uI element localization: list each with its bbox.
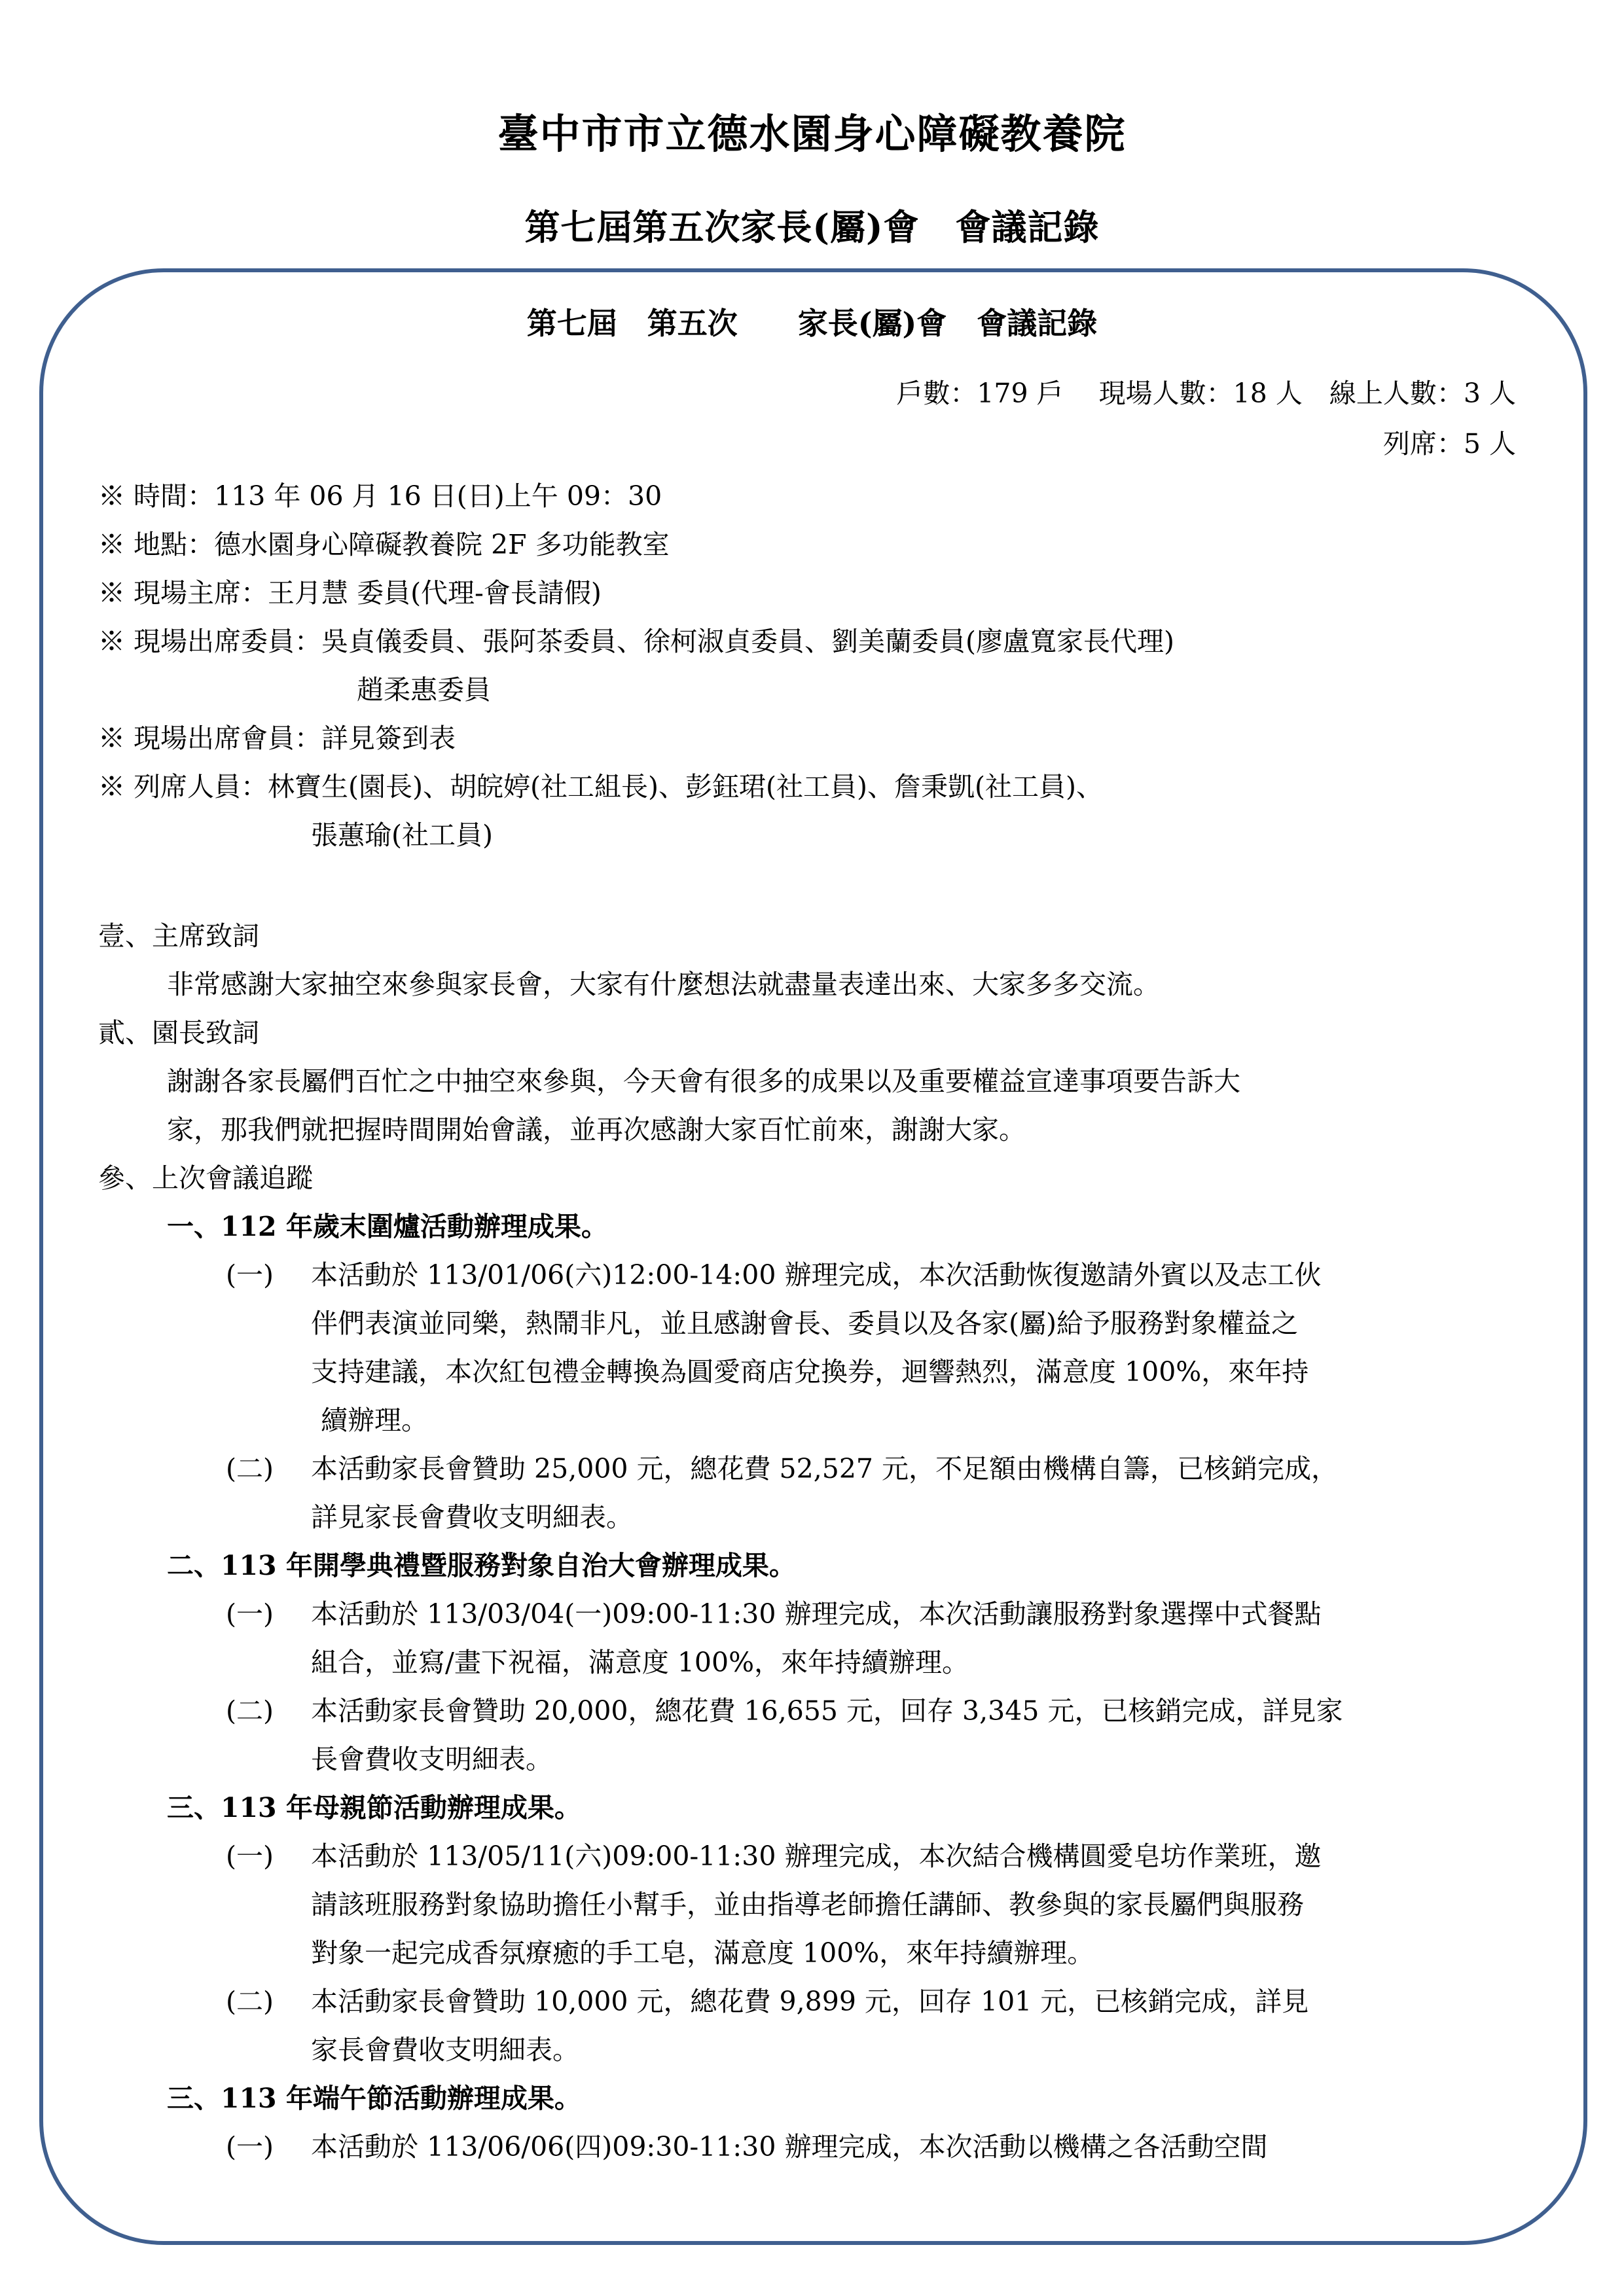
item-2-a-text: 本活動於 113/03/04(一)09:00-11:30 辦理完成，本次活動讓服務對象選擇中式餐點 [311,1598,1322,1630]
item-1-b-text-2: 詳見家長會費收支明細表。 [311,1501,633,1533]
item-1-a-label: (一) [226,1259,274,1291]
item-3-b-text-2: 家長會費收支明細表。 [311,2034,579,2066]
item-2-b-label: (二) [226,1695,274,1727]
section-3-heading: 參、上次會議追蹤 [98,1162,313,1194]
item-3-b-label: (二) [226,1986,274,2017]
item-3-a-label: (一) [226,1840,274,1872]
item-3-title: 三、113 年母親節活動辦理成果。 [167,1792,581,1823]
meeting-place: ※ 地點：德水園身心障礙教養院 2F 多功能教室 [98,529,670,560]
item-1-a-text: 本活動於 113/01/06(六)12:00-14:00 辦理完成，本次活動恢復邀請外賓以及志工伙 [311,1259,1322,1291]
section-2-text: 謝謝各家長屬們百忙之中抽空來參與，今天會有很多的成果以及重要權益宣達事項要告訴大 [167,1066,1240,1097]
item-4-a-text: 本活動於 113/06/06(四)09:30-11:30 辦理完成，本次活動以機構之各活動空間 [311,2131,1268,2162]
committee-members: ※ 現場出席委員：吳貞儀委員、張阿茶委員、徐柯淑貞委員、劉美蘭委員(廖盧寬家長代理) [98,626,1175,657]
document-subtitle: 第七屆第五次家長(屬)會 會議記錄 [524,206,1100,248]
item-2-a-label: (一) [226,1598,274,1630]
section-1-heading: 壹、主席致詞 [98,920,259,952]
item-3-a-text-3: 對象一起完成香氛療癒的手工皂，滿意度 100%，來年持續辦理。 [311,1937,1094,1969]
attendees: ※ 列席人員：林寶生(園長)、胡皖婷(社工組長)、彭鈺珺(社工員)、詹秉凱(社工員)、 [98,771,1103,802]
item-1-a-text-3: 支持建議，本次紅包禮金轉換為圓愛商店兌換券，迴響熱烈，滿意度 100%，來年持 [311,1356,1309,1388]
item-4-title: 三、113 年端午節活動辦理成果。 [167,2083,581,2114]
section-2-heading: 貳、園長致詞 [98,1017,259,1049]
attendance-counts: 戶數：179 戶 現場人數：18 人 線上人數：3 人 [896,378,1516,409]
item-4-a-label: (一) [226,2131,274,2162]
attending-members: ※ 現場出席會員：詳見簽到表 [98,723,456,754]
item-1-b-text: 本活動家長會贊助 25,000 元，總花費 52,527 元，不足額由機構自籌，已核銷完成， [311,1453,1339,1484]
committee-members-cont: 趙柔惠委員 [357,674,491,706]
attendees-cont: 張蕙瑜(社工員) [311,819,493,851]
item-1-a-text-4: 續辦理。 [321,1405,428,1436]
meeting-chair: ※ 現場主席：王月慧 委員(代理-會長請假) [98,577,602,609]
box-title: 第七屆 第五次 家長(屬)會 會議記錄 [526,306,1098,341]
section-1-text: 非常感謝大家抽空來參與家長會，大家有什麼想法就盡量表達出來、大家多多交流。 [167,969,1160,1000]
item-1-title: 一、112 年歲末圍爐活動辦理成果。 [167,1211,608,1242]
item-2-a-text-2: 組合，並寫/畫下祝福，滿意度 100%，來年持續辦理。 [311,1647,969,1678]
item-3-b-text: 本活動家長會贊助 10,000 元，總花費 9,899 元，回存 101 元，已核銷完成，詳見 [311,1986,1309,2017]
item-2-b-text: 本活動家長會贊助 20,000，總花費 16,655 元，回存 3,345 元，已核銷完成，詳見家 [311,1695,1343,1727]
section-2-text-cont: 家，那我們就把握時間開始會議，並再次感謝大家百忙前來，謝謝大家。 [167,1114,1026,1145]
item-2-title: 二、113 年開學典禮暨服務對象自治大會辦理成果。 [167,1550,796,1581]
item-2-b-text-2: 長會費收支明細表。 [311,1744,552,1775]
item-1-a-text-2: 伴們表演並同樂，熱鬧非凡，並且感謝會長、委員以及各家(屬)給予服務對象權益之 [311,1308,1298,1339]
item-1-b-label: (二) [226,1453,274,1484]
meeting-time: ※ 時間：113 年 06 月 16 日(日)上午 09：30 [98,480,662,512]
document-title: 臺中市市立德水園身心障礙教養院 [497,110,1127,158]
item-3-a-text-2: 請該班服務對象協助擔任小幫手，並由指導老師擔任講師、教參與的家長屬們與服務 [311,1889,1304,1920]
item-3-a-text: 本活動於 113/05/11(六)09:00-11:30 辦理完成，本次結合機構圓愛皂坊作業班，邀 [311,1840,1322,1872]
attendance-observers: 列席：5 人 [1382,428,1516,459]
